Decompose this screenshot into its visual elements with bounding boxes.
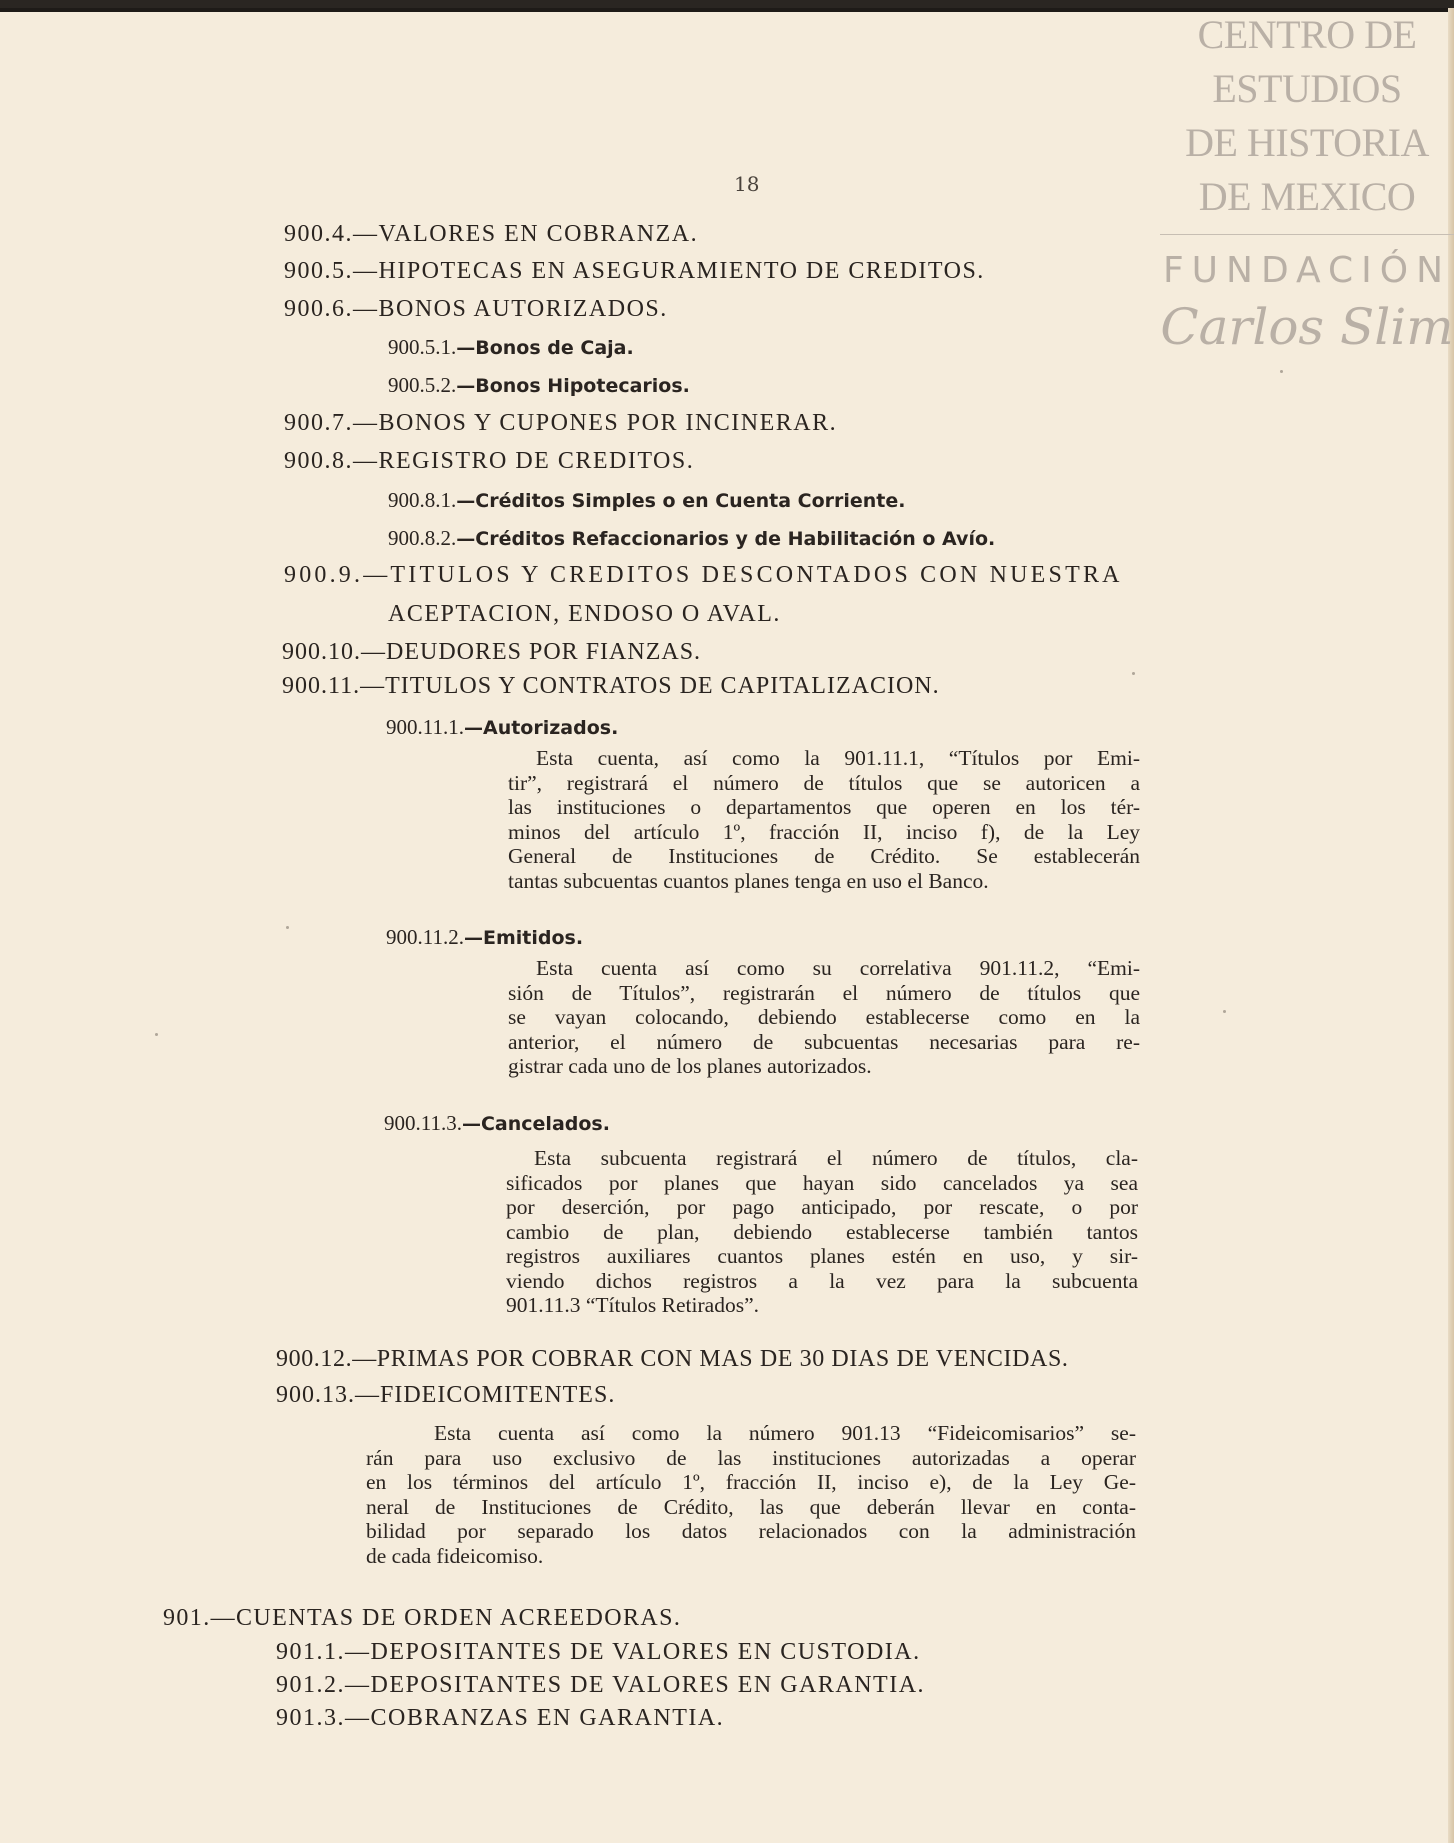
- subaccount-label: —Créditos Simples o en Cuenta Corriente.: [456, 490, 906, 512]
- account-description: [366, 1421, 1136, 1568]
- description-line: neral de Instituciones de Crédito, las que deberán llevar en conta-: [366, 1494, 1136, 1519]
- account-entry: [284, 448, 694, 475]
- description-line: en los términos del artículo 1º, fracción II, inciso e), de la Ley Ge-: [366, 1470, 1136, 1494]
- description-line: viendo dichos registros a la vez para la subcuenta: [506, 1268, 1138, 1293]
- account-code: 900.10.: [282, 639, 361, 665]
- account-code: 901.3.: [276, 1705, 345, 1731]
- account-entry: [276, 1705, 724, 1732]
- account-code: 900.11.: [282, 673, 361, 699]
- account-label: —DEPOSITANTES DE VALORES EN GARANTIA.: [345, 1672, 926, 1698]
- watermark-foundation: FUNDACIÓN: [1162, 250, 1452, 291]
- account-label: —FIDEICOMITENTES.: [355, 1382, 616, 1408]
- account-code: 900.9.: [284, 562, 364, 588]
- subaccount-code: 900.5.2.: [388, 373, 457, 397]
- account-entry: [282, 673, 940, 700]
- subaccount-code: 900.11.1.: [386, 715, 464, 739]
- description-line: cambio de plan, debiendo establecerse también tantos: [506, 1219, 1138, 1244]
- subaccount-label: —Bonos de Caja.: [456, 337, 634, 359]
- account-code: 901.1.: [276, 1639, 345, 1665]
- subaccount-entry: [388, 373, 690, 398]
- description-line: 901.11.3 “Títulos Retirados”.: [506, 1293, 759, 1317]
- subaccount-entry: [388, 488, 906, 513]
- subaccount-entry: [386, 925, 583, 950]
- description-line: Esta subcuenta registrará el número de títulos, cla-: [534, 1146, 1138, 1170]
- account-entry: [276, 1382, 615, 1409]
- subaccount-code: 900.8.1.: [388, 488, 457, 512]
- account-entry: [276, 1672, 925, 1699]
- account-entry: [282, 639, 701, 666]
- account-label: —BONOS AUTORIZADOS.: [353, 296, 668, 322]
- account-label: —VALORES EN COBRANZA.: [353, 221, 699, 247]
- subaccount-entry: [384, 1111, 610, 1136]
- watermark-divider: [1160, 234, 1454, 235]
- account-label: —REGISTRO DE CREDITOS.: [353, 448, 695, 474]
- watermark-signature: Carlos Slim: [1160, 298, 1454, 356]
- description-line: sión de Títulos”, registrarán el número de títulos que: [508, 980, 1140, 1005]
- account-entry: [284, 221, 698, 248]
- subaccount-entry: [386, 715, 618, 740]
- description-line: por deserción, por pago anticipado, por rescate, o por: [506, 1195, 1138, 1219]
- description-line: las instituciones o departamentos que operen en los tér-: [508, 795, 1140, 819]
- watermark-line: CENTRO DE: [1197, 12, 1417, 57]
- account-description: [508, 746, 1140, 893]
- account-label: —BONOS Y CUPONES POR INCINERAR.: [353, 410, 838, 436]
- account-label: —PRIMAS POR COBRAR CON MAS DE 30 DIAS DE VENCIDAS.: [352, 1346, 1069, 1372]
- subaccount-label: —Créditos Refaccionarios y de Habilitación o Avío.: [456, 528, 996, 550]
- account-code: 901.: [163, 1605, 211, 1631]
- account-code: 900.4.: [284, 221, 353, 247]
- subaccount-entry: [388, 526, 995, 551]
- account-label: —TITULOS Y CONTRATOS DE CAPITALIZACION.: [360, 673, 940, 699]
- description-line: sificados por planes que hayan sido cancelados ya sea: [506, 1170, 1138, 1195]
- watermark-line: ESTUDIOS: [1212, 66, 1402, 111]
- description-line: anterior, el número de subcuentas necesarias para re-: [508, 1029, 1140, 1054]
- account-entry-continuation: ACEPTACION, ENDOSO O AVAL.: [388, 601, 781, 627]
- account-label: —HIPOTECAS EN ASEGURAMIENTO DE CREDITOS.: [353, 258, 985, 284]
- account-entry: [276, 1639, 921, 1666]
- description-line: rán para uso exclusivo de las instituciones autorizadas a operar: [366, 1445, 1136, 1470]
- subaccount-code: 900.11.2.: [386, 925, 464, 949]
- description-line: de cada fideicomiso.: [366, 1543, 544, 1568]
- account-entry: [276, 1346, 1069, 1373]
- account-code: 901.2.: [276, 1672, 345, 1698]
- paper-speck: [1280, 370, 1283, 373]
- description-line: tir”, registrará el número de títulos que se autoricen a: [508, 770, 1140, 795]
- subaccount-label: —Emitidos.: [463, 927, 584, 949]
- account-code: 900.12.: [276, 1346, 353, 1372]
- account-label: —DEUDORES POR FIANZAS.: [361, 639, 702, 665]
- account-label: —CUENTAS DE ORDEN ACREEDORAS.: [210, 1605, 682, 1631]
- account-code: 900.6.: [284, 296, 353, 322]
- account-description: [506, 1146, 1138, 1318]
- subaccount-code: 900.5.1.: [388, 335, 457, 359]
- description-line: registros auxiliares cuantos planes estén en uso, y sir-: [506, 1244, 1138, 1268]
- paper-speck: [155, 1033, 158, 1036]
- description-line: Esta cuenta, así como la 901.11.1, “Títulos por Emi-: [536, 746, 1140, 770]
- account-label: —COBRANZAS EN GARANTIA.: [345, 1705, 725, 1731]
- account-entry: [284, 410, 837, 437]
- document-page: [0, 8, 1454, 1843]
- account-label: —TITULOS Y CREDITOS DESCONTADOS CON NUESTRA: [363, 562, 1123, 588]
- paper-speck: [286, 926, 289, 929]
- account-description: [508, 956, 1140, 1079]
- account-entry: [284, 296, 668, 323]
- subaccount-label: —Cancelados.: [461, 1113, 610, 1135]
- description-line: General de Instituciones de Crédito. Se establecerán: [508, 844, 1140, 868]
- account-group-heading: [163, 1605, 681, 1632]
- subaccount-code: 900.11.3.: [384, 1111, 462, 1135]
- account-code: 900.7.: [284, 410, 353, 436]
- page-number: 18: [734, 172, 760, 196]
- subaccount-label: —Bonos Hipotecarios.: [456, 375, 690, 397]
- description-line: minos del artículo 1º, fracción II, inciso f), de la Ley: [508, 819, 1140, 844]
- subaccount-code: 900.8.2.: [388, 526, 457, 550]
- subaccount-label: —Autorizados.: [463, 717, 619, 739]
- description-line: gistrar cada uno de los planes autorizados.: [508, 1054, 872, 1078]
- institution-watermark: [1160, 8, 1454, 359]
- account-code: 900.8.: [284, 448, 353, 474]
- paper-speck: [1223, 1010, 1226, 1013]
- watermark-line: DE MEXICO: [1198, 174, 1416, 219]
- subaccount-entry: [388, 335, 634, 360]
- account-code: 900.5.: [284, 258, 353, 284]
- account-code: 900.13.: [276, 1382, 355, 1408]
- description-line: Esta cuenta así como la número 901.13 “Fideicomisarios” se-: [434, 1421, 1136, 1445]
- description-line: se vayan colocando, debiendo establecerse como en la: [508, 1005, 1140, 1029]
- account-label: —DEPOSITANTES DE VALORES EN CUSTODIA.: [345, 1639, 921, 1665]
- description-line: tantas subcuentas cuantos planes tenga en uso el Banco.: [508, 868, 989, 893]
- watermark-line: DE HISTORIA: [1185, 120, 1429, 165]
- paper-speck: [1132, 672, 1135, 675]
- account-entry: [284, 258, 985, 285]
- description-line: bilidad por separado los datos relacionados con la administración: [366, 1519, 1136, 1543]
- description-line: Esta cuenta así como su correlativa 901.11.2, “Emi-: [536, 956, 1140, 980]
- account-entry: [284, 562, 1123, 589]
